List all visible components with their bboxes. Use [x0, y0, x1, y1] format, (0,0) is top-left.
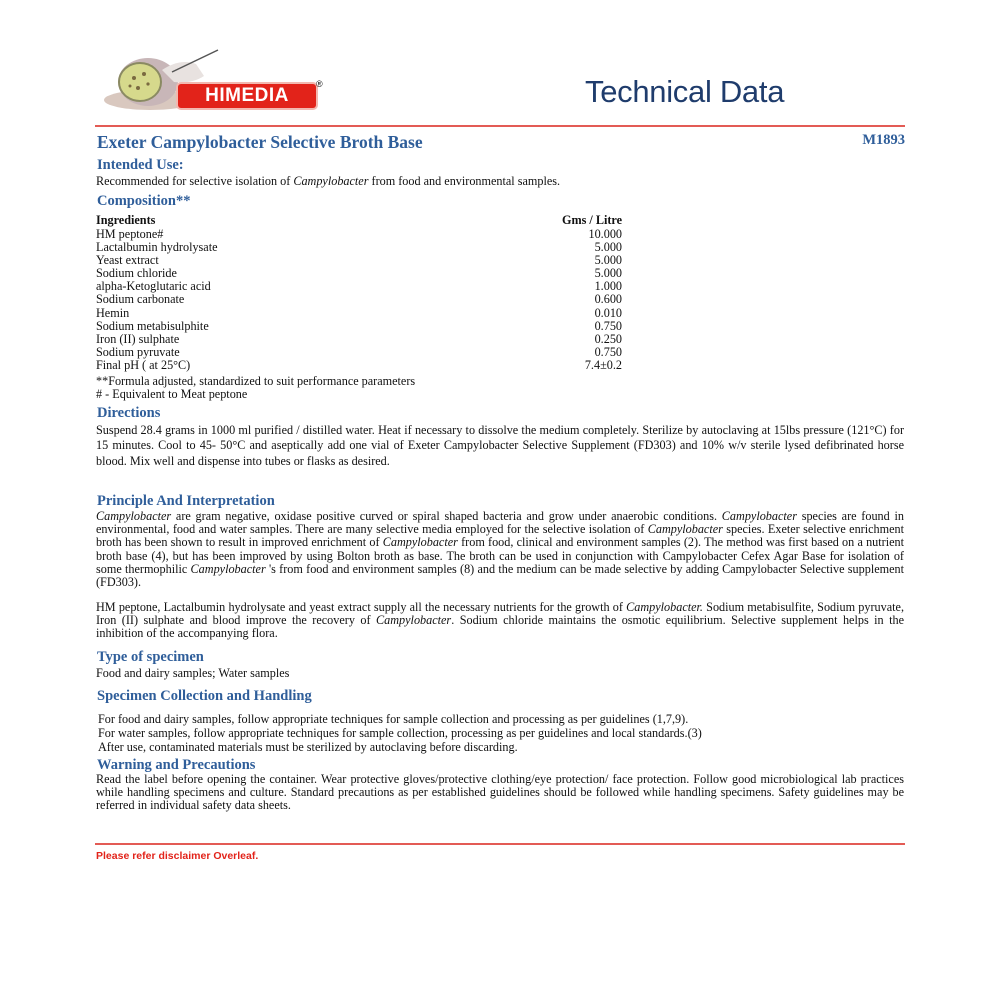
composition-note-formula: **Formula adjusted, standardized to suit performance parameters	[96, 374, 416, 388]
technical-data-title: Technical Data	[585, 74, 785, 109]
principle-paragraph-1: Campylobacter are gram negative, oxidase positive curved or spiral shaped bacteria and grow under anaerobic conditions. Campylobacter species are found in environmental, food and water samples. There are many selective media employed for the selective isolation of Campylobacter species. Exeter selective enrichment broth has been shown to result in improved enrichment of Campylobacter from food, clinical and environment samples (2). The method was first based on a nutrient broth base (4), but has been improved by using Bolton broth as base. The broth can be used in conjunction with Campylobacter Cefex Agar Base for isolation of some thermophilic Campylobacter 's from food and environment samples (8) and the medium can be made selective by adding Campylobacter Selective supplement (FD303).	[96, 509, 904, 590]
himedia-logo-text: HIMEDIA	[178, 84, 316, 108]
composition-table	[96, 214, 622, 372]
warning-heading: Warning and Precautions	[97, 757, 256, 773]
ingredients-column-header: Ingredients	[96, 213, 156, 227]
composition-row: Final pH ( at 25°C) 7.4±0.2	[96, 357, 622, 372]
composition-row: Sodium carbonate 0.600	[96, 292, 622, 307]
composition-row: Hemin 0.010	[96, 305, 622, 320]
composition-row: Sodium chloride 5.000	[96, 266, 622, 281]
disclaimer-text: Please refer disclaimer Overleaf.	[96, 850, 259, 862]
product-title: Exeter Campylobacter Selective Broth Base	[97, 132, 423, 152]
composition-heading: Composition**	[97, 193, 191, 209]
registered-mark: ®	[316, 79, 323, 89]
specimen-type-text: Food and dairy samples; Water samples	[96, 666, 290, 680]
principle-paragraph-2: HM peptone, Lactalbumin hydrolysate and yeast extract supply all the necessary nutrients for the growth of Campylobacter. Sodium metabisulfite, Sodium pyruvate, Iron (II) sulphate and blood improve the recovery of Campylobacter. Sodium chloride maintains the osmotic equilibrium. Selective supplement helps in the inhibition of the accompanying flora.	[96, 600, 904, 641]
collection-heading: Specimen Collection and Handling	[97, 688, 312, 704]
composition-row: HM peptone# 10.000	[96, 227, 622, 241]
composition-row: Iron (II) sulphate 0.250	[96, 331, 622, 346]
composition-row: Yeast extract 5.000	[96, 253, 622, 268]
collection-disposal-text: After use, contaminated materials must be sterilized by autoclaving before discarding.	[98, 740, 518, 754]
composition-row: alpha-Ketoglutaric acid 1.000	[96, 279, 622, 294]
warning-text: Read the label before opening the container. Wear protective gloves/protective clothing/eye protection/ face protection. Follow good microbiological lab practices while handling specimens and culture. Standard precautions as per established guidelines should be followed while handling specimens. Safety guidelines may be referred in individual safety data sheets.	[96, 772, 904, 813]
composition-row: Sodium pyruvate 0.750	[96, 344, 622, 359]
product-code: M1893	[862, 132, 905, 148]
top-divider	[95, 125, 905, 127]
principle-heading: Principle And Interpretation	[97, 493, 275, 509]
composition-header-row	[96, 214, 622, 228]
composition-row: Lactalbumin hydrolysate 5.000	[96, 240, 622, 255]
collection-food-text: For food and dairy samples, follow appropriate techniques for sample collection and processing as per guidelines (1,7,9).	[98, 712, 689, 726]
amount-column-header: Gms / Litre	[561, 213, 622, 227]
composition-row: Sodium metabisulphite 0.750	[96, 318, 622, 333]
bottom-divider	[95, 843, 905, 845]
intended-use-heading: Intended Use:	[97, 157, 184, 173]
collection-water-text: For water samples, follow appropriate techniques for sample collection, processing as per guidelines and local standards.(3)	[98, 726, 702, 740]
intended-use-text: Recommended for selective isolation of Campylobacter from food and environmental samples.	[96, 174, 561, 188]
composition-note-peptone: # - Equivalent to Meat peptone	[96, 387, 248, 401]
directions-text: Suspend 28.4 grams in 1000 ml purified / distilled water. Heat if necessary to dissolve the medium completely. Sterilize by autoclaving at 15lbs pressure (121°C) for 15 minutes. Cool to 45- 50°C and aseptically add one vial of Exeter Campylobacter Selective Supplement (FD303) and 10% w/v sterile lysed defibrinated horse blood. Mix well and dispense into tubes or flasks as desired.	[96, 423, 904, 468]
directions-heading: Directions	[97, 405, 161, 421]
specimen-type-heading: Type of specimen	[97, 649, 204, 665]
